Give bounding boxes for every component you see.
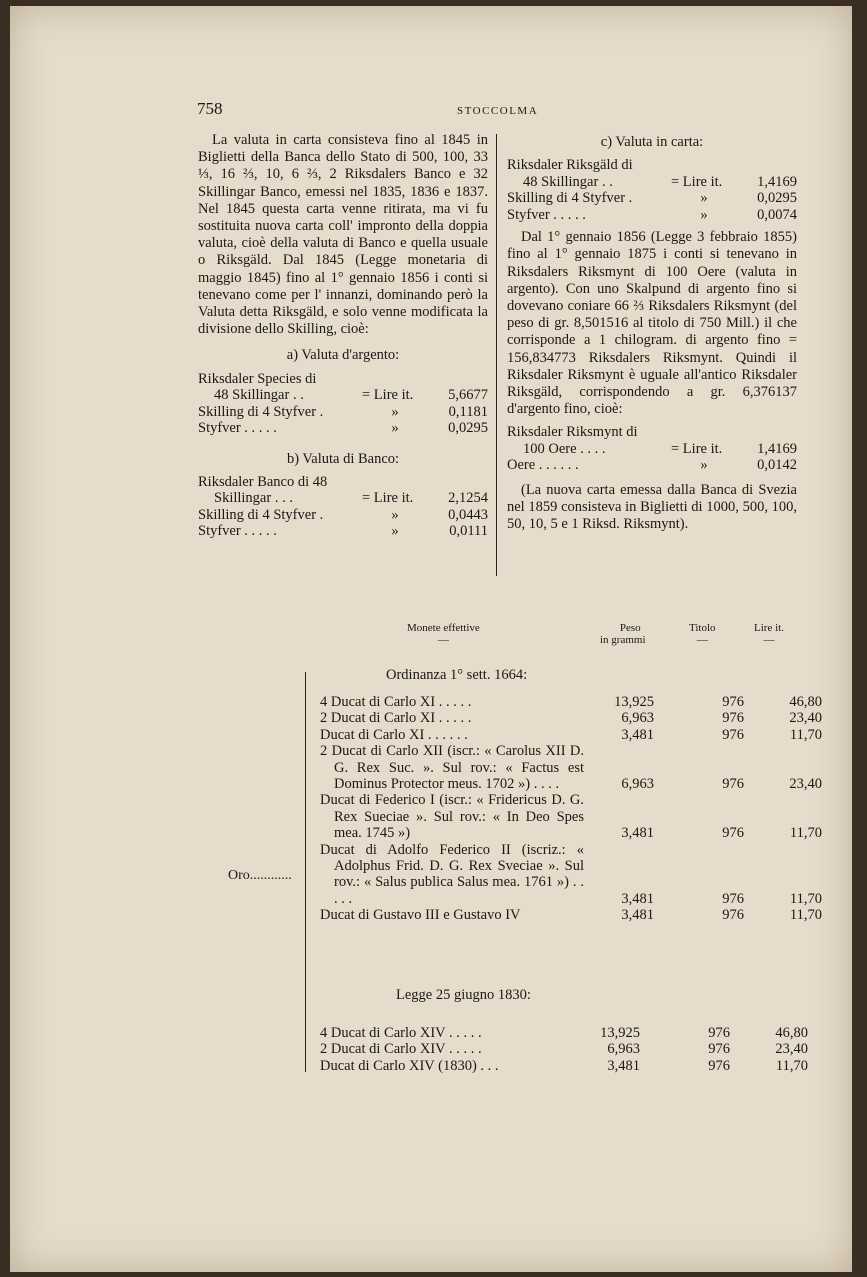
coin-row: Ducat di Adolfo Federico II (iscriz.: « Adolphus Frid. D. G. Rex Sveciae ». Sul rov.: « Salus publica Salus mea. 1761 ») . . . . . 3,481 976 11,70: [320, 841, 822, 907]
value-row: Styfver . . . . . » 0,0111: [198, 523, 488, 540]
value-row: Riksdaler Riksmynt di: [507, 424, 638, 441]
running-title: STOCCOLMA: [457, 105, 539, 117]
value-row: 100 Oere . . . . = Lire it. 1,4169: [523, 440, 797, 457]
column-divider: [496, 134, 497, 576]
legge-1830-title: Legge 25 giugno 1830:: [396, 987, 531, 1003]
coin-row: 2 Ducat di Carlo XI . . . . . 6,963 976 23,40: [320, 710, 822, 727]
value-row: Skilling di 4 Styfver . » 0,0443: [198, 506, 488, 523]
value-row: Skillingar . . . = Lire it. 2,1254: [214, 490, 488, 507]
left-column: [198, 132, 488, 540]
riksmynt-table: [507, 424, 797, 474]
header-peso: Peso in grammi: [600, 622, 646, 646]
coin-row: Ducat di Gustavo III e Gustavo IV 3,481 976 11,70: [320, 907, 822, 924]
legge-1830-coin-table: [320, 1025, 808, 1074]
ordinanza-coin-table: [320, 694, 822, 924]
ordinanza-title: Ordinanza 1° sett. 1664:: [386, 667, 528, 683]
value-row: Oere . . . . . . » 0,0142: [507, 457, 797, 474]
value-row: Riksdaler Species di: [198, 370, 317, 387]
header-titolo: Titolo —: [689, 622, 716, 646]
intro-paragraph: La valuta in carta consisteva fino al 1845 in Biglietti della Banca dello Stato di 500, 100, 33 ⅓, 16 ⅔, 10, 6 ⅔, 2 Riksdalers Banco e 32 Skillingar Banco, emessi nel 1835, 1836 e 1837. Nel 1845 questa carta venne ritirata, ma vi fu sostituita nuova carta coll' impronto della doppia valuta, cioè della valuta di Banco e quella usuale o Riksgäld. Dal 1845 (Legge monetaria di maggio 1845) fino al 1° gennaio 1856 i conti si tenevano come per l' innanzi, dominando però la Valuta detta Riksgäld, e solo venne modificata la divisione dello Skilling, cioè:: [198, 132, 488, 338]
value-row: 48 Skillingar . . = Lire it. 1,4169: [523, 173, 797, 190]
value-row: Skilling di 4 Styfver . » 0,1181: [198, 403, 488, 420]
coin-row: 4 Ducat di Carlo XI . . . . . 13,925 976 46,80: [320, 694, 822, 710]
coin-row: Ducat di Federico I (iscr.: « Fridericus D. G. Rex Sueciae ». Sul rov.: « In Deo Spes mea. 1745 ») 3,481 976 11,70: [320, 792, 822, 842]
value-row: Riksdaler Riksgäld di: [507, 157, 633, 174]
coin-row: Ducat di Carlo XIV (1830) . . . 3,481 976 11,70: [320, 1057, 808, 1074]
header-lire: Lire it. —: [754, 622, 784, 646]
section-c-table: [507, 157, 797, 223]
value-row: 48 Skillingar . . = Lire it. 5,6677: [214, 387, 488, 404]
page-number: 758: [197, 99, 223, 118]
value-row: Skilling di 4 Styfver . » 0,0295: [507, 190, 797, 207]
coin-row: 2 Ducat di Carlo XII (iscr.: « Carolus XII D. G. Rex Suc. ». Sul rov.: « Factus est Dominus Protector meus. 1702 ») . . . . 6,963 976 23,40: [320, 743, 822, 793]
banknote-paragraph: (La nuova carta emessa dalla Banca di Svezia nel 1859 consisteva in Biglietti di 1000, 500, 100, 50, 10, 5 e 1 Riksd. Riksmynt).: [507, 481, 797, 533]
coin-row: Ducat di Carlo XI . . . . . . 3,481 976 11,70: [320, 726, 822, 743]
coin-row: 2 Ducat di Carlo XIV . . . . . 6,963 976 23,40: [320, 1041, 808, 1058]
section-c-title: c) Valuta in carta:: [600, 134, 704, 150]
group-brace: [305, 672, 306, 1072]
oro-group-label: Oro............: [228, 868, 292, 883]
value-row: Styfver . . . . . » 0,0295: [198, 420, 488, 437]
coin-row: 4 Ducat di Carlo XIV . . . . . 13,925 976 46,80: [320, 1025, 808, 1041]
right-column: [507, 132, 797, 534]
value-row: Styfver . . . . . » 0,0074: [507, 206, 797, 223]
section-a-table: [198, 371, 488, 437]
riksmynt-paragraph: Dal 1° gennaio 1856 (Legge 3 febbraio 1855) fino al 1° gennaio 1875 i conti si tenevano in Riksdalers Riksmynt di 100 Oere (valuta in argento). Con uno Skalpund di argento fino si dovevano coniare 66 ⅔ Riksdalers Riksmynt (del peso di gr. 8,501516 al titolo di 750 Mill.) il che corrisponde a 1 chilogram. di argento fino = 156,834773 Riksdalers Riksmynt. Quindi il Riksdaler Riksmynt è uguale all'antico Riksdaler Riksgäld, corrispondendo a gr. 6,376137 d'argento fino, cioè:: [507, 229, 797, 418]
value-row: Riksdaler Banco di 48: [198, 473, 328, 490]
section-a-title: a) Valuta d'argento:: [286, 347, 400, 364]
book-page: [10, 6, 852, 1272]
section-b-title: b) Valuta di Banco:: [286, 450, 400, 467]
section-b-table: [198, 474, 488, 540]
header-monete: Monete effettive —: [407, 622, 480, 646]
